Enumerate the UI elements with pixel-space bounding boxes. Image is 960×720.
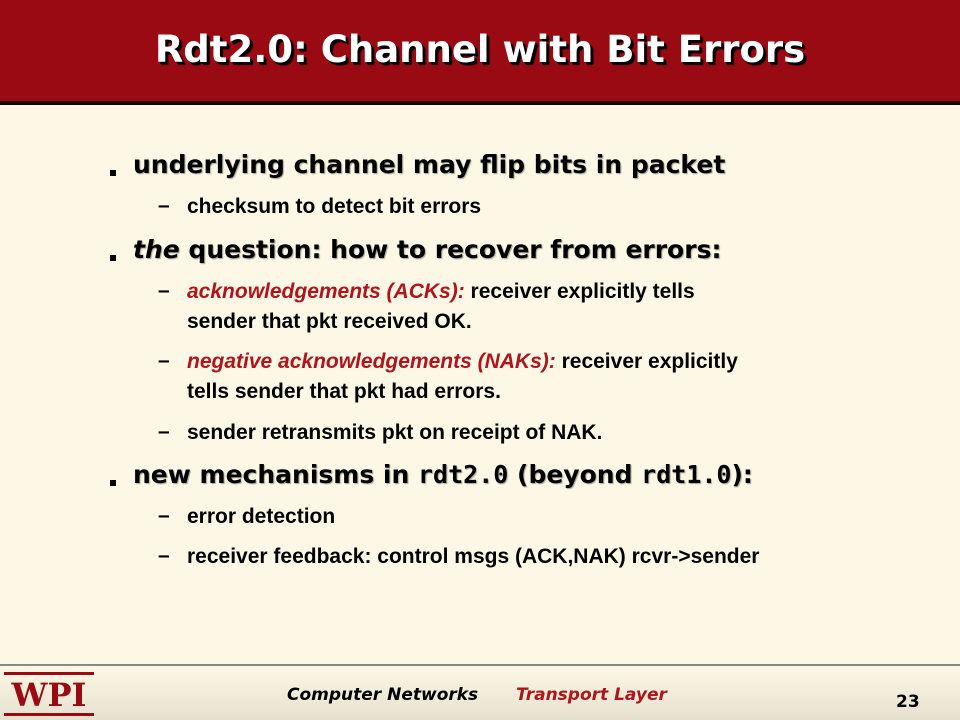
bullet-3 — [133, 460, 753, 489]
sub-dash: – — [158, 279, 170, 302]
bullet-2-text: question: how to recover from errors: — [179, 235, 722, 264]
bullet-marker — [110, 255, 116, 261]
sub-dash: – — [158, 194, 170, 217]
code-rdt20: rdt2.0 — [418, 460, 509, 489]
ack-term: acknowledgements (ACKs): — [187, 280, 465, 303]
ack-text-2: sender that pkt received OK. — [187, 310, 472, 333]
sub-dash: – — [158, 349, 170, 372]
footer — [0, 666, 960, 720]
bullet-3-part2: (beyond — [508, 460, 642, 489]
sub-dash: – — [158, 504, 170, 527]
sub-bullet-2-1 — [187, 277, 695, 337]
bullet-2-lead: the — [133, 235, 180, 264]
nak-text-2: tells sender that pkt had errors. — [187, 380, 501, 403]
nak-text: receiver explicitly — [555, 350, 738, 373]
footer-topic: Transport Layer — [516, 685, 667, 705]
nak-term: negative acknowledgements (NAKs): — [187, 350, 556, 373]
sub-bullet-3-1: error detection — [187, 505, 336, 528]
wpi-logo — [4, 672, 94, 716]
sub-bullet-2-3: sender retransmits pkt on receipt of NAK. — [187, 421, 603, 444]
code-rdt10: rdt1.0 — [641, 460, 732, 489]
bullet-1: underlying channel may flip bits in packet — [133, 150, 726, 179]
bullet-3-part3: ): — [731, 460, 753, 489]
ack-text: receiver explicitly tells — [464, 280, 695, 303]
footer-divider — [0, 664, 960, 666]
bullet-marker — [110, 170, 116, 176]
sub-bullet-2-2 — [187, 347, 738, 407]
bullet-2 — [133, 235, 721, 264]
sub-bullet-3-2: receiver feedback: control msgs (ACK,NAK) rcvr->sender — [187, 545, 760, 568]
footer-course: Computer Networks — [287, 685, 479, 705]
bullet-marker — [110, 480, 116, 486]
sub-dash: – — [158, 420, 170, 443]
sub-dash: – — [158, 544, 170, 567]
bullet-3-part1: new mechanisms in — [133, 460, 418, 489]
slide-title: Rdt2.0: Channel with Bit Errors — [154, 28, 806, 71]
sub-bullet-1-1: checksum to detect bit errors — [187, 195, 482, 218]
page-number: 23 — [896, 692, 920, 712]
wpi-logo-text: WPI — [11, 676, 87, 714]
